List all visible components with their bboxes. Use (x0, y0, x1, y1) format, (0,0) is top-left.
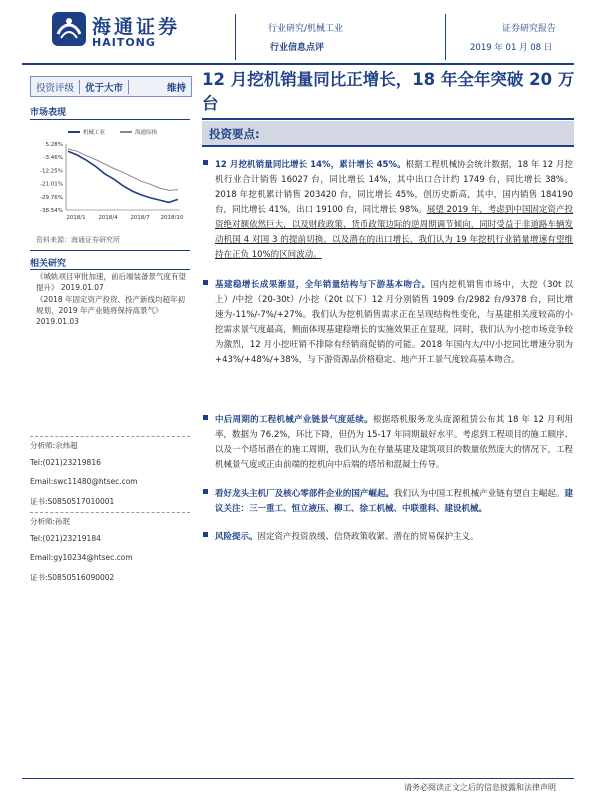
market-heading: 市场表现 (30, 108, 67, 118)
related-heading: 相关研究 (30, 259, 67, 269)
key-point-body: 我们认为中国工程机械产业链有望自主崛起。 (394, 489, 565, 499)
key-point-body: 根据工程机械协会统计数据，18 年 12 月挖机行业合计销售 16027 台，同比增长 14%，其中出口合计约 1749 台，同比增长 38%。2018 年挖机累计销售 203420 台，同比增长 45%，创历史新高，其中，国内销售 184190 台，同比增长 41%，出口 19100 台，同比增长 98%。 (215, 160, 573, 215)
key-points-label: 投资要点: (209, 127, 260, 141)
analyst-email[interactable]: Email:gy10234@htsec.com (30, 553, 133, 562)
related-item-title: 《2018 年固定资产投资、投产新线均超年初规划，2019 年产业链将保持高景气》 (36, 295, 185, 315)
key-point (203, 413, 573, 473)
analyst-divider (30, 512, 190, 513)
bullet-icon (203, 160, 208, 165)
x-tick-label: 2018/4 (98, 215, 118, 221)
title-rule (202, 118, 574, 120)
analyst-cert: 证书:S0850517010001 (30, 497, 115, 506)
header-divider (445, 14, 446, 60)
series-line (68, 149, 178, 191)
report-date: 2019 年 01 月 08 日 (470, 43, 553, 53)
y-tick-label: -3.46% (43, 155, 63, 162)
key-point-heading: 风险提示。 (215, 532, 258, 542)
related-item-date: 2019.01.03 (36, 317, 79, 326)
bullet-icon (203, 532, 208, 537)
logo-chinese-text: 海通证券 (92, 16, 181, 38)
key-point (203, 158, 573, 263)
haitong-logo-icon (52, 12, 86, 46)
report-type: 行业信息点评 (270, 43, 325, 53)
analyst-name: 分析师:佘炜超 (30, 441, 78, 450)
related-heading-rule (30, 269, 190, 270)
logo-english-text: HAITONG (92, 36, 156, 49)
bullet-icon (203, 489, 208, 494)
key-point (203, 278, 573, 368)
x-tick-label: 2018/7 (130, 215, 150, 221)
x-tick-label: 2018/1 (66, 215, 86, 221)
market-chart (30, 124, 190, 228)
related-item[interactable] (36, 271, 191, 293)
key-point (203, 487, 573, 517)
analyst-tel: Tel:(021)23219816 (30, 458, 101, 467)
analyst-tel: Tel:(021)23219184 (30, 534, 101, 543)
rating-value: 优于大市 (79, 80, 129, 94)
key-point (203, 530, 573, 545)
y-tick-label: -38.54% (40, 208, 63, 214)
footer-rule (22, 778, 574, 779)
legend-label: 海通综指 (135, 130, 158, 136)
footer-disclaimer: 请务必阅读正文之后的信息披露和法律声明 (404, 783, 556, 792)
key-points-rule (202, 145, 574, 147)
analyst-cert: 证书:S0850516090002 (30, 573, 115, 582)
key-point-recommend: 建议关注：三一重工、恒立液压、柳工、徐工机械、中联重科、建设机械。 (215, 489, 573, 514)
related-item[interactable] (36, 294, 191, 327)
bullet-icon (203, 415, 208, 420)
y-tick-label: -21.01% (40, 181, 63, 188)
key-point-outlook: 展望 2019 年，考虑到中国固定资产投资绝对额依然巨大，以及财政政策、货币政策边际的逆周期调节倾向，同时受益于非道路车辆发动机国 4 对国 3 的提前切换，以及潜在的出口增长，我们认为 19 年挖机行业销量增速有望维持在正负 10%的区间波动。 (215, 205, 573, 260)
y-tick-label: -29.76% (40, 194, 63, 201)
analyst-name: 分析师:孙珉 (30, 517, 71, 526)
key-point-heading: 12 月挖机销量同比增长 14%，累计增长 45%。 (215, 160, 406, 170)
x-tick-label: 2018/10 (160, 215, 184, 221)
key-point-body: 国内挖机销售市场中，大挖（30t 以上）/中挖（20-30t）/小挖（20t 以下）12 月分别销售 1909 台/2982 台/9378 台，同比增速为-11%/-7%/+27%。我们认为挖机销售需求正在呈现结构性变化，与基建相关度较高的小挖需求景气度最高，侧面体现基建稳增长的实施效果正在显现。同时，我们认为小挖市场竞争较为激烈，12 月小挖旺销不排除有经销商促销的可能。2018 年国内大/中/小挖同比增速分别为+43%/+48%/+38%，与下游资源品价格稳定、地产开工景气度较高基本吻合。 (215, 280, 573, 365)
rating-box (30, 76, 192, 97)
series-line (68, 151, 178, 202)
key-point-body: 根据塔机服务龙头庞源租赁公布其 18 年 12 月利用率，数据为 76.2%，环比下降，但仍为 15-17 年同期最好水平。考虑到工程项目的施工顺序、以及一个塔吊潜在的施工周期，我们认为在存量基建及建筑项目的数量依然庞大的情况下，工程机械景气度或正由前端的挖机向中后端的塔吊和混凝土传导。 (215, 415, 573, 470)
key-point-heading: 基建稳增长成果渐显，全年销量结构与下游基本吻合。 (215, 280, 431, 290)
market-heading-rule (30, 119, 190, 120)
report-title: 12 月挖机销量同比正增长，18 年全年突破 20 万台 (202, 70, 575, 113)
legend-label: 机械工业 (83, 130, 106, 136)
chart-source: 资料来源：海通证券研究所 (36, 236, 120, 244)
analyst-email[interactable]: Email:swc11480@htsec.com (30, 477, 138, 486)
key-point-body: 固定资产投资放缓、信贷政策收紧、潜在的贸易保护主义。 (257, 532, 479, 542)
header-rule (22, 63, 574, 65)
analyst-divider (30, 436, 190, 437)
rating-label: 投资评级 (36, 82, 75, 94)
related-item-title: 《城轨项目审批加速，前后端装备景气度有望提升》 (36, 272, 186, 292)
y-tick-label: 5.28% (45, 142, 63, 148)
rating-change: 维持 (166, 82, 186, 94)
key-point-heading: 中后周期的工程机械产业链景气度延续。 (215, 415, 373, 425)
bullet-icon (203, 280, 208, 285)
report-category: 行业研究/机械工业 (268, 24, 344, 34)
header-divider (235, 14, 236, 60)
y-tick-label: -12.25% (40, 168, 63, 175)
key-point-heading: 看好龙头主机厂及核心零部件企业的国产崛起。 (215, 489, 394, 499)
report-label: 证券研究报告 (502, 24, 557, 34)
source-rule (30, 250, 190, 251)
related-item-date: 2019.01.07 (60, 283, 104, 292)
